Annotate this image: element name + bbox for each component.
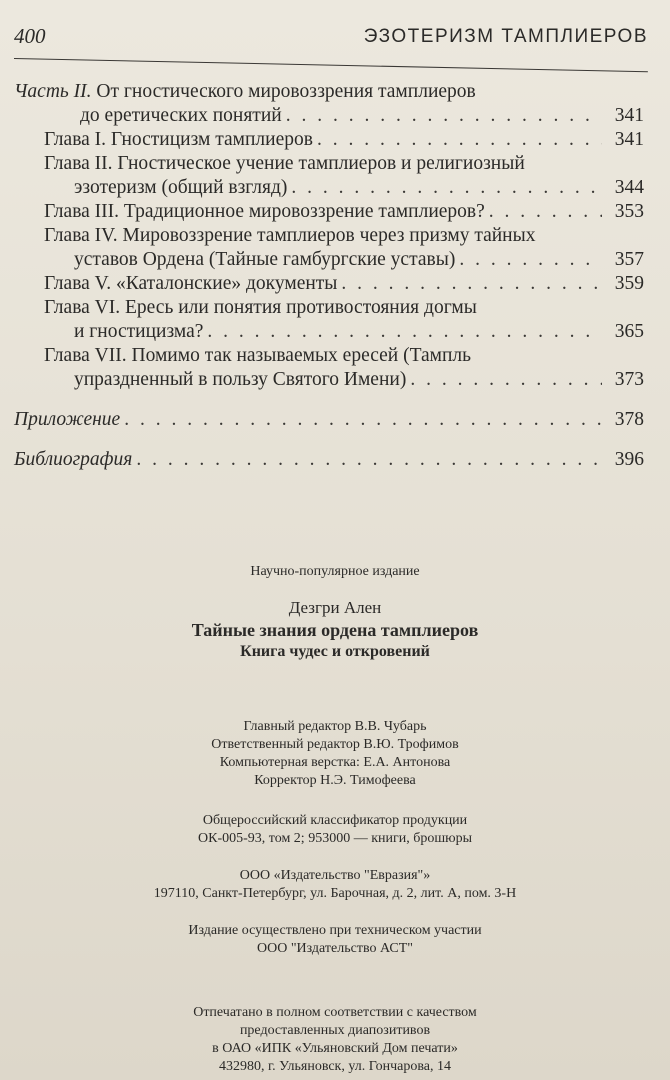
toc-page-number: 341 [614,129,644,150]
table-of-contents [14,80,644,472]
book-subtitle: Книга чудес и откровений [240,643,430,660]
toc-entry-text: и гностицизма? [74,321,204,342]
toc-entry-text: упраздненный в пользу Святого Имени) [74,369,407,390]
printer-line: 432980, г. Ульяновск, ул. Гончарова, 14 [219,1059,451,1074]
toc-entry-chapter-6 [14,296,644,344]
classifier [120,812,550,848]
toc-page-number: 396 [614,449,644,470]
leader-dots [459,248,602,272]
author: Дезгри Ален [288,598,382,617]
page-header [14,22,648,56]
running-title: ЭЗОТЕРИЗМ ТАМПЛИЕРОВ [363,26,648,47]
printer-line: в ОАО «ИПК «Ульяновский Дом печати» [212,1041,458,1056]
toc-entry-chapter-7 [14,344,644,392]
toc-page-number: 359 [614,273,644,294]
toc-page-number: 344 [614,177,644,198]
edition-type: Научно-популярное издание [250,564,420,579]
leader-dots [489,200,602,224]
toc-entry-line: От гностического мировоззрения тамплиеров [96,81,476,102]
leader-dots [207,320,602,344]
book-title: Тайные знания ордена тамплиеров [191,620,479,640]
toc-entry-chapter-3 [14,200,644,224]
credit-line: Корректор Н.Э. Тимофеева [254,773,416,788]
toc-page-number: 353 [614,201,644,222]
toc-entry-chapter-4 [14,224,644,272]
credits [120,718,550,790]
toc-entry-text: до еретических понятий [80,105,282,126]
classifier-line: Общероссийский классификатор продукции [202,813,468,828]
toc-entry-line: Глава VI. Ересь или понятия противостояния догмы [44,297,477,318]
toc-entry-text: уставов Ордена (Тайные гамбургские уставы) [74,249,456,270]
leader-dots [286,104,602,128]
toc-entry-bibliography [14,448,644,472]
printer-line: предоставленных диапозитивов [239,1023,431,1038]
printer [120,1004,550,1076]
toc-entry-part-2 [14,80,644,128]
leader-dots [291,176,602,200]
toc-entry-text: эзотеризм (общий взгляд) [74,177,288,198]
toc-entry-text: Глава III. Традиционное мировоззрение тамплиеров? [44,201,485,222]
toc-entry-appendix [14,408,644,432]
toc-entry-chapter-5 [14,272,644,296]
toc-part-label: Часть II. [14,81,92,102]
publisher-line: ООО «Издательство "Евразия"» [239,868,431,883]
toc-page-number: 373 [614,369,644,390]
printer-line: Отпечатано в полном соответствии с качеством [193,1005,477,1020]
book-info [120,597,550,663]
toc-page-number: 378 [614,409,644,430]
leader-dots [317,128,602,152]
toc-entry-line: Глава VII. Помимо так называемых ересей (Тампль [44,345,472,366]
classifier-line: ОК-005-93, том 2; 953000 — книги, брошюры [198,831,472,846]
toc-entry-text: Глава I. Гностицизм тамплиеров [44,129,313,150]
leader-dots [124,408,602,432]
toc-page-number: 341 [614,105,644,126]
toc-entry-chapter-1 [14,128,644,152]
credit-line: Ответственный редактор В.Ю. Трофимов [211,737,459,752]
credit-line: Компьютерная верстка: Е.А. Антонова [219,755,451,770]
toc-entry-line: Глава IV. Мировоззрение тамплиеров через призму тайных [44,225,536,246]
technical-line: ООО "Издательство АСТ" [257,941,413,956]
leader-dots [410,368,602,392]
leader-dots [136,448,602,472]
credit-line: Главный редактор В.В. Чубарь [243,719,427,734]
page-number: 400 [14,24,46,48]
toc-entry-line: Глава II. Гностическое учение тамплиеров и религиозный [44,153,525,174]
toc-page-number: 357 [614,249,644,270]
toc-entry-chapter-2 [14,152,644,200]
toc-entry-text: Глава V. «Каталонские» документы [44,273,338,294]
leader-dots [341,272,602,296]
header-rule [14,58,648,72]
toc-page-number: 365 [614,321,644,342]
publisher [120,867,550,903]
toc-entry-text: Приложение [14,409,121,430]
technical-line: Издание осуществлено при техническом участии [188,923,482,938]
publisher-line: 197110, Санкт-Петербург, ул. Барочная, д. 2, лит. А, пом. 3-Н [153,886,517,901]
technical-partner [120,922,550,958]
toc-entry-text: Библиография [14,449,133,470]
